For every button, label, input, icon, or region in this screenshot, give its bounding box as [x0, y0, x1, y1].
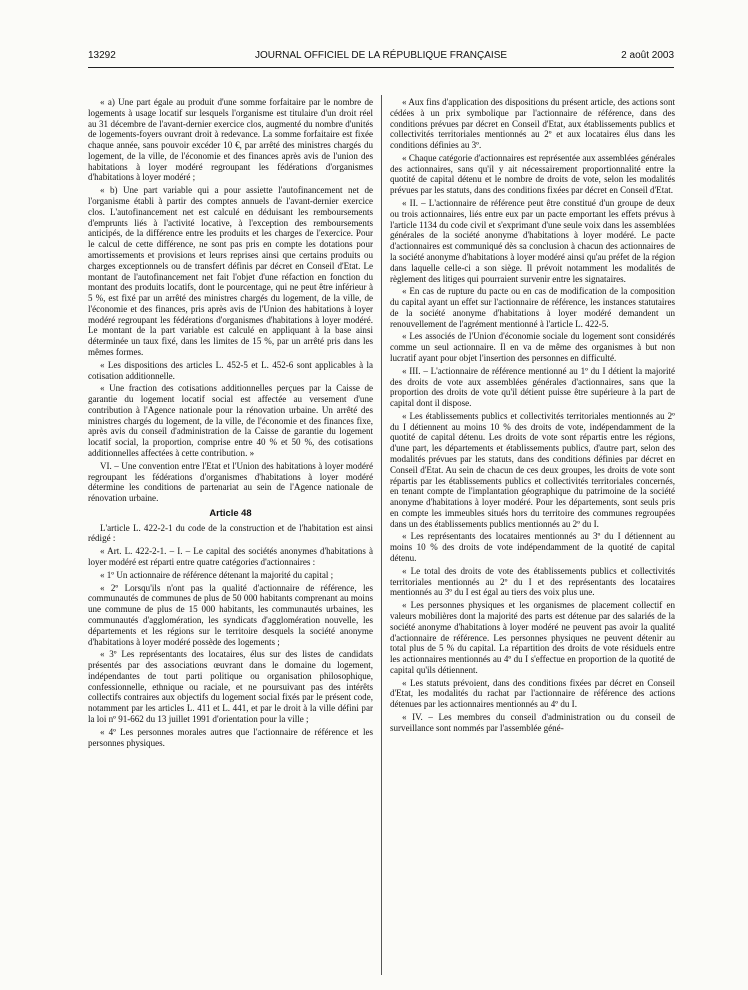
paragraph: « II. – L'actionnaire de référence peut être constitué d'un groupe de deux ou trois actionnaires, liés entre eux par un pacte emportant les effets prévus à l'article 1134 du code civil et s'exprimant d'une seule voix dans les assemblées générales de la société anonyme d'habitations à loyer modéré. Le pacte d'actionnaires est communiqué dès sa conclusion à chacun des actionnaires de la société anonyme d'habitations à loyer modéré ainsi qu'au préfet de la région dans laquelle celle-ci a son siège. Il prévoit notamment les modalités de règlement des litiges qui pourraient survenir entre les signataires.: [390, 198, 675, 284]
paragraph: « 3º Les représentants des locataires, élus sur des listes de candidats présentés par des associations œuvrant dans le domaine du logement, indépendantes de tout parti politique ou organisation philosophique, confessionnelle, ethnique ou raciale, et ne poursuivant pas des intérêts collectifs contraires aux objectifs du logement social fixés par le présent code, notamment par les articles L. 411 et L. 441, et par le droit à la ville défini par la loi nº 91-662 du 13 juillet 1991 d'orientation pour la ville ;: [88, 649, 373, 724]
paragraph: « 4º Les personnes morales autres que l'actionnaire de référence et les personnes physiques.: [88, 726, 373, 748]
paragraph: « a) Une part égale au produit d'une somme forfaitaire par le nombre de logements à usage locatif sur lesquels l'organisme est titulaire d'un droit réel au 31 décembre de l'avant-dernier exercice clos, augmenté du nombre d'unités de logements-foyers ouvrant droit à redevance. La somme forfaitaire est fixée chaque année, sans pouvoir excéder 10 €, par arrêté des ministres chargés du logement, de la ville, de l'économie et des finances après avis de l'union des habitations à loyer modéré regroupant les fédérations d'organismes d'habitations à loyer modéré ;: [88, 97, 373, 183]
journal-title: JOURNAL OFFICIEL DE LA RÉPUBLIQUE FRANÇAISE: [254, 50, 508, 61]
paragraph: « Art. L. 422-2-1. – I. – Le capital des sociétés anonymes d'habitations à loyer modéré est réparti entre quatre catégories d'actionnaires :: [88, 546, 373, 568]
article-heading: Article 48: [209, 506, 252, 518]
paragraph: « Les dispositions des articles L. 452-5 et L. 452-6 sont applicables à la cotisation additionnelle.: [88, 359, 373, 381]
header-rule: [88, 67, 674, 68]
paragraph: VI. – Une convention entre l'Etat et l'Union des habitations à loyer modéré regroupant les fédérations d'organismes d'habitations à loyer modéré détermine les conditions de partenariat au sein de l'Agence nationale de rénovation urbaine.: [88, 460, 373, 504]
paragraph: « Le total des droits de vote des établissements publics et collectivités territoriales mentionnés au 2º du I et des représentants des locataires mentionnés au 3º du I est égal au tiers des voix plus une.: [390, 565, 675, 598]
paragraph: « 1º Un actionnaire de référence détenant la majorité du capital ;: [100, 569, 334, 580]
paragraph: « III. – L'actionnaire de référence mentionné au 1º du I détient la majorité des droits de vote aux assemblées générales d'actionnaires, sans que la proportion des droits de vote qu'il détient puisse être supérieure à la part de capital dont il dispose.: [390, 365, 675, 409]
publication-date: 2 août 2003: [621, 50, 674, 61]
paragraph: « 2º Lorsqu'ils n'ont pas la qualité d'actionnaire de référence, les communautés de communes de plus de 50 000 habitants comprenant au moins une commune de plus de 15 000 habitants, les communautés urbaines, les communautés d'agglomération, les syndicats d'agglomération nouvelle, les départements et les régions sur le territoire desquels la société anonyme d'habitations à loyer modéré possède des logements ;: [88, 582, 373, 647]
paragraph: « Les associés de l'Union d'économie sociale du logement sont considérés comme un seul actionnaire. Il en va de même des organismes à but non lucratif ayant pour objet l'insertion des personnes en difficulté.: [390, 331, 675, 363]
paragraph: L'article L. 422-2-1 du code de la construction et de l'habitation est ainsi rédigé :: [88, 522, 373, 544]
paragraph: « b) Une part variable qui a pour assiette l'autofinancement net de l'organisme établi à partir des comptes annuels de l'avant-dernier exercice clos. L'autofinancement net est calculé en déduisant les remboursements d'emprunts liés à l'activité locative, à l'exception des remboursements anticipés, de la différence entre les produits et les charges de l'exercice. Pour le calcul de cette différence, ne sont pas pris en compte les dotations pour amortissements et provisions et leurs reprises ainsi que certains produits ou charges exceptionnels ou de transfert définis par décret en Conseil d'Etat. Le montant de l'autofinancement net fait l'objet d'une réfaction en fonction du montant des produits locatifs, dont le pourcentage, qui ne peut être inférieur à 5 %, est fixé par un arrêté des ministres chargés du logement, de la ville, de l'économie et des finances, pris après avis de l'Union des habitations à loyer modéré regroupant les fédérations d'organismes d'habitations à loyer modéré. Le montant de la part variable est calculé en appliquant à la base ainsi déterminée un taux fixé, dans les limites de 15 %, par un arrêté pris dans les mêmes formes.: [88, 185, 373, 357]
left-column: [88, 97, 373, 748]
paragraph: « Les représentants des locataires mentionnés au 3º du I détiennent au moins 10 % des droits de vote indépendamment de la quotité de capital détenu.: [390, 531, 675, 564]
page-number: 13292: [88, 50, 116, 61]
paragraph: « Une fraction des cotisations additionnelles perçues par la Caisse de garantie du logement locatif social est affectée au versement d'une contribution à l'Agence nationale pour la rénovation urbaine. Un arrêté des ministres chargés du logement, de la ville, de l'économie et des finances fixe, après avis du conseil d'administration de la Caisse de garantie du logement locatif social, la proportion, comprise entre 40 % et 50 %, des cotisations additionnelles affectées à cette contribution. »: [88, 383, 373, 458]
paragraph: « Les statuts prévoient, dans des conditions fixées par décret en Conseil d'Etat, les modalités du rachat par l'actionnaire de référence des actions détenues par les actionnaires mentionnés au 4º du I.: [390, 677, 675, 710]
right-column: [390, 97, 675, 734]
column-divider: [381, 95, 382, 975]
page-header: [88, 50, 674, 64]
paragraph: « IV. – Les membres du conseil d'administration ou du conseil de surveillance sont nommés par l'assemblée géné-: [390, 711, 675, 733]
paragraph: « Les établissements publics et collectivités territoriales mentionnés au 2º du I détiennent au moins 10 % des droits de vote, indépendamment de la quotité de capital détenu. Les droits de vote sont répartis entre les régions, d'une part, les départements et établissements publics, d'autre part, selon des modalités prévues par les statuts, dans des conditions définies par décret en Conseil d'Etat. Au sein de chacun de ces deux groupes, les droits de vote sont répartis par les établissements publics et collectivités territoriales concernés, en tenant compte de l'implantation géographique du patrimoine de la société anonyme d'habitations à loyer modéré. Pour les départements, sont seuls pris en compte les immeubles situés hors du territoire des communes regroupées dans un des établissements publics mentionnés au 2º du I.: [390, 410, 675, 529]
paragraph: « Les personnes physiques et les organismes de placement collectif en valeurs mobilières dont la majorité des parts est détenue par des salariés de la société anonyme d'habitations à loyer modéré ne peuvent pas avoir la qualité d'actionnaire de référence. Les personnes physiques ne peuvent détenir au total plus de 5 % du capital. La répartition des droits de vote résiduels entre les actionnaires mentionnés au 4º du I s'effectue en proportion de la quotité de capital qu'ils détiennent.: [390, 600, 675, 675]
paragraph: « Chaque catégorie d'actionnaires est représentée aux assemblées générales des actionnaires, sans qu'il y ait nécessairement proportionnalité entre la quotité de capital détenu et le nombre de droits de vote, selon les modalités prévues par les statuts, dans des conditions fixées par décret en Conseil d'Etat.: [390, 152, 675, 196]
paragraph: « En cas de rupture du pacte ou en cas de modification de la composition du capital ayant un effet sur l'actionnaire de référence, les instances statutaires de la société anonyme d'habitations à loyer modéré demandent un renouvellement de l'agrément mentionné à l'article L. 422-5.: [390, 286, 675, 329]
paragraph: « Aux fins d'application des dispositions du présent article, des actions sont cédées à un prix symbolique par l'actionnaire de référence, dans des conditions prévues par décret en Conseil d'Etat, aux établissements publics et collectivités territoriales mentionnés au 2º et aux locataires élus dans les conditions définies au 3º.: [390, 97, 675, 151]
